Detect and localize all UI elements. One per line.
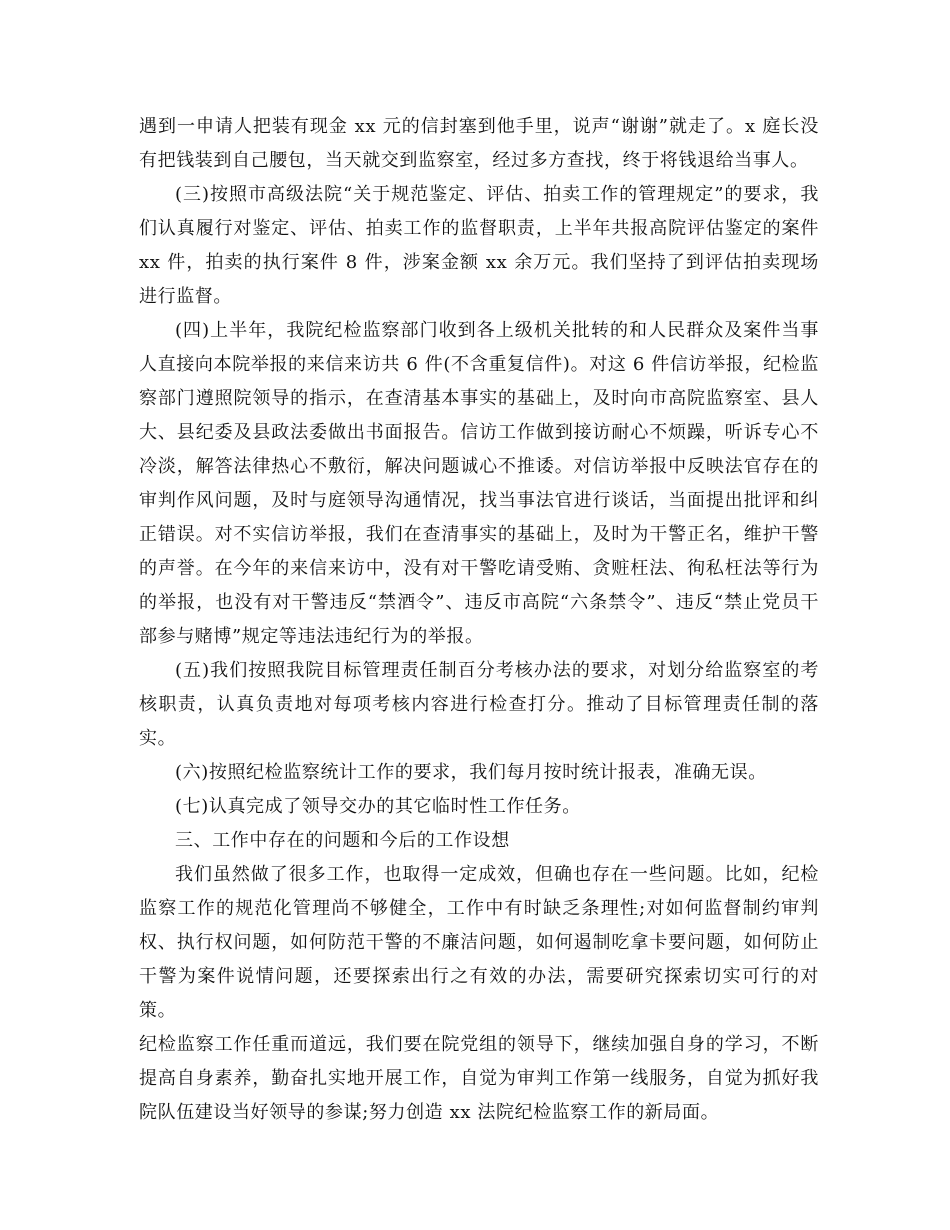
section-heading: 三、工作中存在的问题和今后的工作设想 (175, 830, 510, 851)
paragraph-0: 遇到一申请人把装有现金 xx 元的信封塞到他手里，说声“谢谢”就走了。x 庭长没有把钱装到自己腰包，当天就交到监察室，经过多方查找，终于将钱退给当事人。 (139, 116, 819, 171)
paragraph-4: (六)按照纪检监察统计工作的要求，我们每月按时统计报表，准确无误。 (175, 762, 767, 783)
paragraph-7: 我们虽然做了很多工作，也取得一定成效，但确也存在一些问题。比如，纪检监察工作的规范化管理尚不够健全，工作中有时缺乏条理性;对如何监督制约审判权、执行权问题，如何防范干警的不廉洁问题，如何遏制吃拿卡要问题，如何防止干警为案件说情问题，还要探索出行之有效的办法，需要研究探索切实可行的对策。 (139, 864, 819, 1021)
paragraph-2: (四)上半年，我院纪检监察部门收到各上级机关批转的和人民群众及案件当事人直接向本院举报的来信来访共 6 件(不含重复信件)。对这 6 件信访举报，纪检监察部门遵照院领导的指示，在查清基本事实的基础上，及时向市高院监察室、县人大、县纪委及县政法委做出书面报告。信访工作做到接访耐心不烦躁，听诉专心不冷淡，解答法律热心不敷衍，解决问题诚心不推诿。对信访举报中反映法官存在的审判作风问题，及时与庭领导沟通情况，找当事法官进行谈话，当面提出批评和纠正错误。对不实信访举报，我们在查清事实的基础上，及时为干警正名，维护干警的声誉。在今年的来信来访中，没有对干警吃请受贿、贪赃枉法、徇私枉法等行为的举报，也没有对干警违反“禁酒令”、违反市高院“六条禁令”、违反“禁止党员干部参与赌博”规定等违法违纪行为的举报。 (139, 320, 819, 647)
document-body (139, 110, 819, 1130)
paragraph-1: (三)按照市高级法院“关于规范鉴定、评估、拍卖工作的管理规定”的要求，我们认真履行对鉴定、评估、拍卖工作的监督职责，上半年共报高院评估鉴定的案件 xx 件，拍卖的执行案件 8 件，涉案金额 xx 余万元。我们坚持了到评估拍卖现场进行监督。 (139, 184, 819, 307)
paragraph-5: (七)认真完成了领导交办的其它临时性工作任务。 (175, 796, 581, 817)
paragraph-3: (五)我们按照我院目标管理责任制百分考核办法的要求，对划分给监察室的考核职责，认真负责地对每项考核内容进行检查打分。推动了目标管理责任制的落实。 (139, 660, 819, 749)
paragraph-8: 纪检监察工作任重而道远，我们要在院党组的领导下，继续加强自身的学习，不断提高自身素养，勤奋扎实地开展工作，自觉为审判工作第一线服务，自觉为抓好我院队伍建设当好领导的参谋;努力创造 xx 法院纪检监察工作的新局面。 (139, 1034, 819, 1123)
